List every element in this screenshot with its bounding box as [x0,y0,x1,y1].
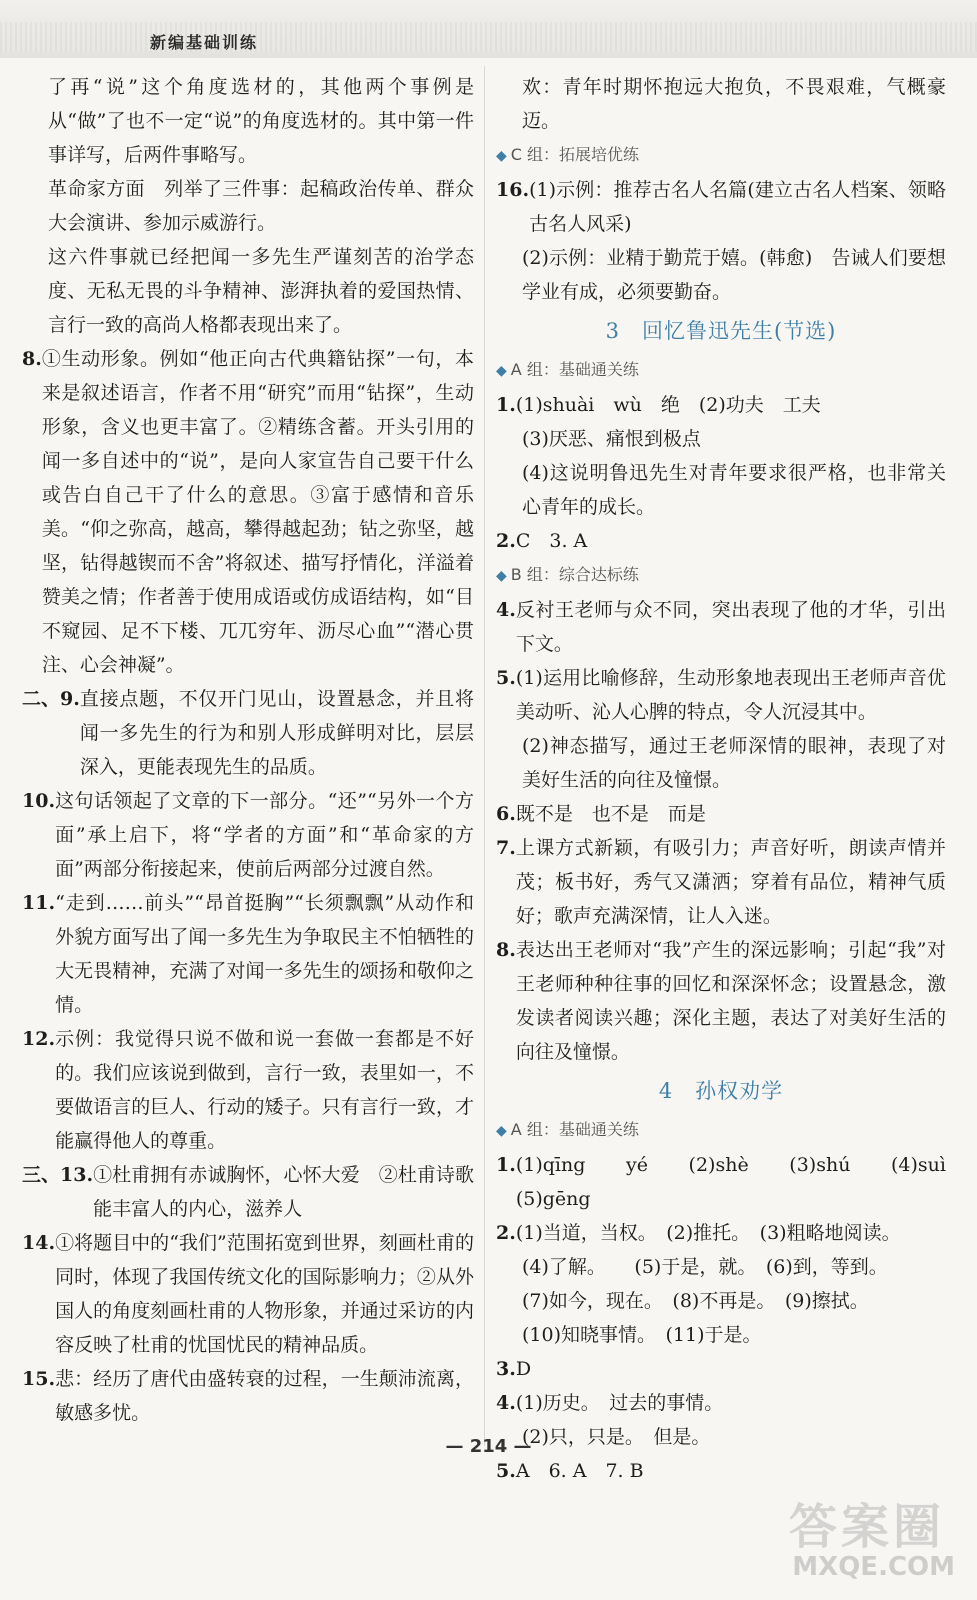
answer-number: 4. [496,1392,516,1414]
answer-number: 15. [22,1368,56,1390]
group-heading-text: A 组：基础通关练 [510,360,639,379]
answer-text: 反衬王老师与众不同，突出表现了他的才华，引出下文。 [515,599,946,655]
answer-text: 这句话领起了文章的下一部分。“还”“另外一个方面”承上启下，将“学者的方面”和“革命家的方面”两部分衔接起来，使前后两部分过渡自然。 [55,790,474,880]
answer-number: 二、9. [22,688,80,710]
group-heading [496,558,946,593]
answer-item [496,1216,946,1250]
continued-text: 了再“说”这个角度选材的，其他两个事例是从“做”了也不一定“说”的角度选材的。其中第一件事详写，后两件事略写。 [48,76,474,166]
answer-number: 12. [22,1028,56,1050]
answer-text: ①将题目中的“我们”范围拓宽到世界，刻画杜甫的同时，体现了我国传统文化的国际影响力；②从外国人的角度刻画杜甫的人物形象，并通过采访的内容反映了杜甫的忧国忧民的精神品质。 [55,1232,474,1356]
answer-text: (1)当道，当权。 (2)推托。 (3)粗略地阅读。 [515,1222,901,1244]
header-pattern [0,22,977,52]
answer-paragraph: (4)这说明鲁迅先生对青年要求很严格，也非常关心青年的成长。 [522,462,946,518]
answer-item [496,1148,966,1216]
answer-item [496,173,946,241]
answer-number: 6. [496,803,516,825]
answer-item [496,661,946,729]
answer-item [22,1022,474,1158]
column-divider [484,66,485,1446]
group-heading-text: B 组：综合达标练 [510,565,639,584]
answer-number: 7. [496,837,516,859]
left-column [22,70,474,1430]
answer-text: 上课方式新颖，有吸引力；声音好听，朗读声情并茂；板书好，秀气又潇洒；穿着有品位，精神气质好；歌声充满深情，让人入迷。 [515,837,946,927]
answer-number: 1. [496,394,516,416]
answer-paragraph: 革命家方面 列举了三件事：起稿政治传单、群众大会演讲、参加示威游行。 [48,178,474,234]
answer-item [496,933,946,1069]
diamond-icon: ◆ [496,148,507,164]
answer-paragraph: (2)神态描写，通过王老师深情的眼神，表现了对美好生活的向往及憧憬。 [522,735,946,791]
group-heading [496,353,946,388]
group-heading [496,138,946,173]
answer-item [22,1226,474,1362]
answer-paragraph: (10)知晓事情。 (11)于是。 [522,1324,762,1346]
answer-paragraph: (4)了解。 (5)于是，就。 (6)到，等到。 [522,1256,888,1278]
watermark-logo: 答案圈 [788,1499,945,1555]
answer-item [496,1386,946,1420]
answer-text: (1)运用比喻修辞，生动形象地表现出王老师声音优美动听、沁人心脾的特点，令人沉浸其中。 [515,667,946,723]
answer-item [496,797,946,831]
answer-text: 表达出王老师对“我”产生的深远影响；引起“我”对王老师种种往事的回忆和深深怀念；设置悬念，激发读者阅读兴趣；深化主题，表达了对美好生活的向往及憧憬。 [515,939,946,1063]
page-header [0,0,977,58]
page-number: — 214 — [445,1436,532,1457]
answer-number: 2. [496,530,516,552]
answer-item [496,593,946,661]
diamond-icon: ◆ [496,363,507,379]
answer-number: 14. [22,1232,56,1254]
answer-text: ①生动形象。例如“他正向古代典籍钻探”一句，本来是叙述语言，作者不用“研究”而用“钻探”，生动形象，含义也更丰富了。②精练含蓄。开头引用的闻一多自述中的“说”，是向人家宣告自己要干什么或告白自己干了什么的意思。③富于感情和音乐美。“仰之弥高，越高，攀得越起劲；钻之弥坚，越坚，钻得越锲而不舍”将叙述、描写抒情化，洋溢着赞美之情；作者善于使用成语或仿成语结构，如“目不窥园、足不下楼、兀兀穷年、沥尽心血”“潜心贯注、心会神凝”。 [41,348,474,676]
continued-text: 欢：青年时期怀抱远大抱负，不畏艰难，气概豪迈。 [522,76,946,132]
answer-item [496,1352,946,1386]
answer-item [496,1454,946,1488]
answer-number: 11. [22,892,56,914]
group-heading-text: C 组：拓展培优练 [510,145,640,164]
answer-item [496,831,946,933]
answer-number: 10. [22,790,56,812]
answer-number: 8. [496,939,516,961]
answer-number: 8. [22,348,42,370]
answer-item [22,886,474,1022]
answer-text: ①杜甫拥有赤诚胸怀，心怀大爱 ②杜甫诗歌能丰富人的内心，滋养人 [93,1164,474,1220]
right-column [496,70,966,1488]
answer-text: (1)shuài wù 绝 (2)功夫 工夫 [515,394,821,416]
answer-text: (1)历史。 过去的事情。 [515,1392,724,1414]
header-title: 新编基础训练 [150,33,259,52]
answer-text: 既不是 也不是 而是 [515,803,706,825]
watermark [765,1488,955,1588]
answer-text: A 6. A 7. B [515,1460,644,1482]
answer-number: 2. [496,1222,516,1244]
answer-text: 示例：我觉得只说不做和说一套做一套都是不好的。我们应该说到做到，言行一致，表里如一，不要做语言的巨人、行动的矮子。只有言行一致，才能赢得他人的尊重。 [55,1028,474,1152]
answer-text: 直接点题，不仅开门见山，设置悬念，并且将闻一多先生的行为和别人形成鲜明对比，层层深入，更能表现先生的品质。 [79,688,474,778]
answer-text: 悲：经历了唐代由盛转衰的过程，一生颠沛流离，敏感多忧。 [55,1368,474,1424]
group-heading [496,1113,946,1148]
answer-item [496,524,946,558]
answer-item [22,784,474,886]
answer-number: 3. [496,1358,516,1380]
diamond-icon: ◆ [496,1123,507,1139]
answer-number: 4. [496,599,516,621]
answer-item [22,342,474,682]
answer-paragraph: (7)如今，现在。 (8)不再是。 (9)擦拭。 [522,1290,869,1312]
answer-item [22,682,474,784]
answer-number: 16. [496,179,530,201]
diamond-icon: ◆ [496,568,507,584]
answer-paragraph: (3)厌恶、痛恨到极点 [522,428,701,450]
answer-text: “走到……前头”“昂首挺胸”“长须飘飘”从动作和外貌方面写出了闻一多先生为争取民主不怕牺牲的大无畏精神，充满了对闻一多先生的颂扬和敬仰之情。 [55,892,474,1016]
answer-paragraph: 这六件事就已经把闻一多先生严谨刻苦的治学态度、无私无畏的斗争精神、澎湃执着的爱国热情、言行一致的高尚人格都表现出来了。 [48,246,474,336]
section-title: 3 回忆鲁迅先生(节选) [605,319,837,343]
answer-paragraph: (2)示例：业精于勤荒于嬉。(韩愈) 告诫人们要想学业有成，必须要勤奋。 [522,247,946,303]
answer-number: 5. [496,667,516,689]
answer-text: (1)qīng yé (2)shè (3)shú (4)suì (5)gēng [515,1154,966,1210]
answer-number: 5. [496,1460,516,1482]
section-title: 4 孙权劝学 [658,1079,784,1103]
answer-number: 1. [496,1154,516,1176]
answer-paragraph: (2)只，只是。 但是。 [522,1426,711,1448]
answer-text: D [515,1358,532,1380]
answer-number: 三、13. [22,1164,94,1186]
answer-item [22,1362,474,1430]
answer-item [22,1158,474,1226]
answer-text: (1)示例：推荐古名人名篇(建立古名人档案、领略古名人风采) [529,179,946,235]
answer-text: C 3. A [515,530,588,552]
answer-item [496,388,946,422]
group-heading-text: A 组：基础通关练 [510,1120,639,1139]
watermark-url: MXQE.COM [792,1552,955,1582]
